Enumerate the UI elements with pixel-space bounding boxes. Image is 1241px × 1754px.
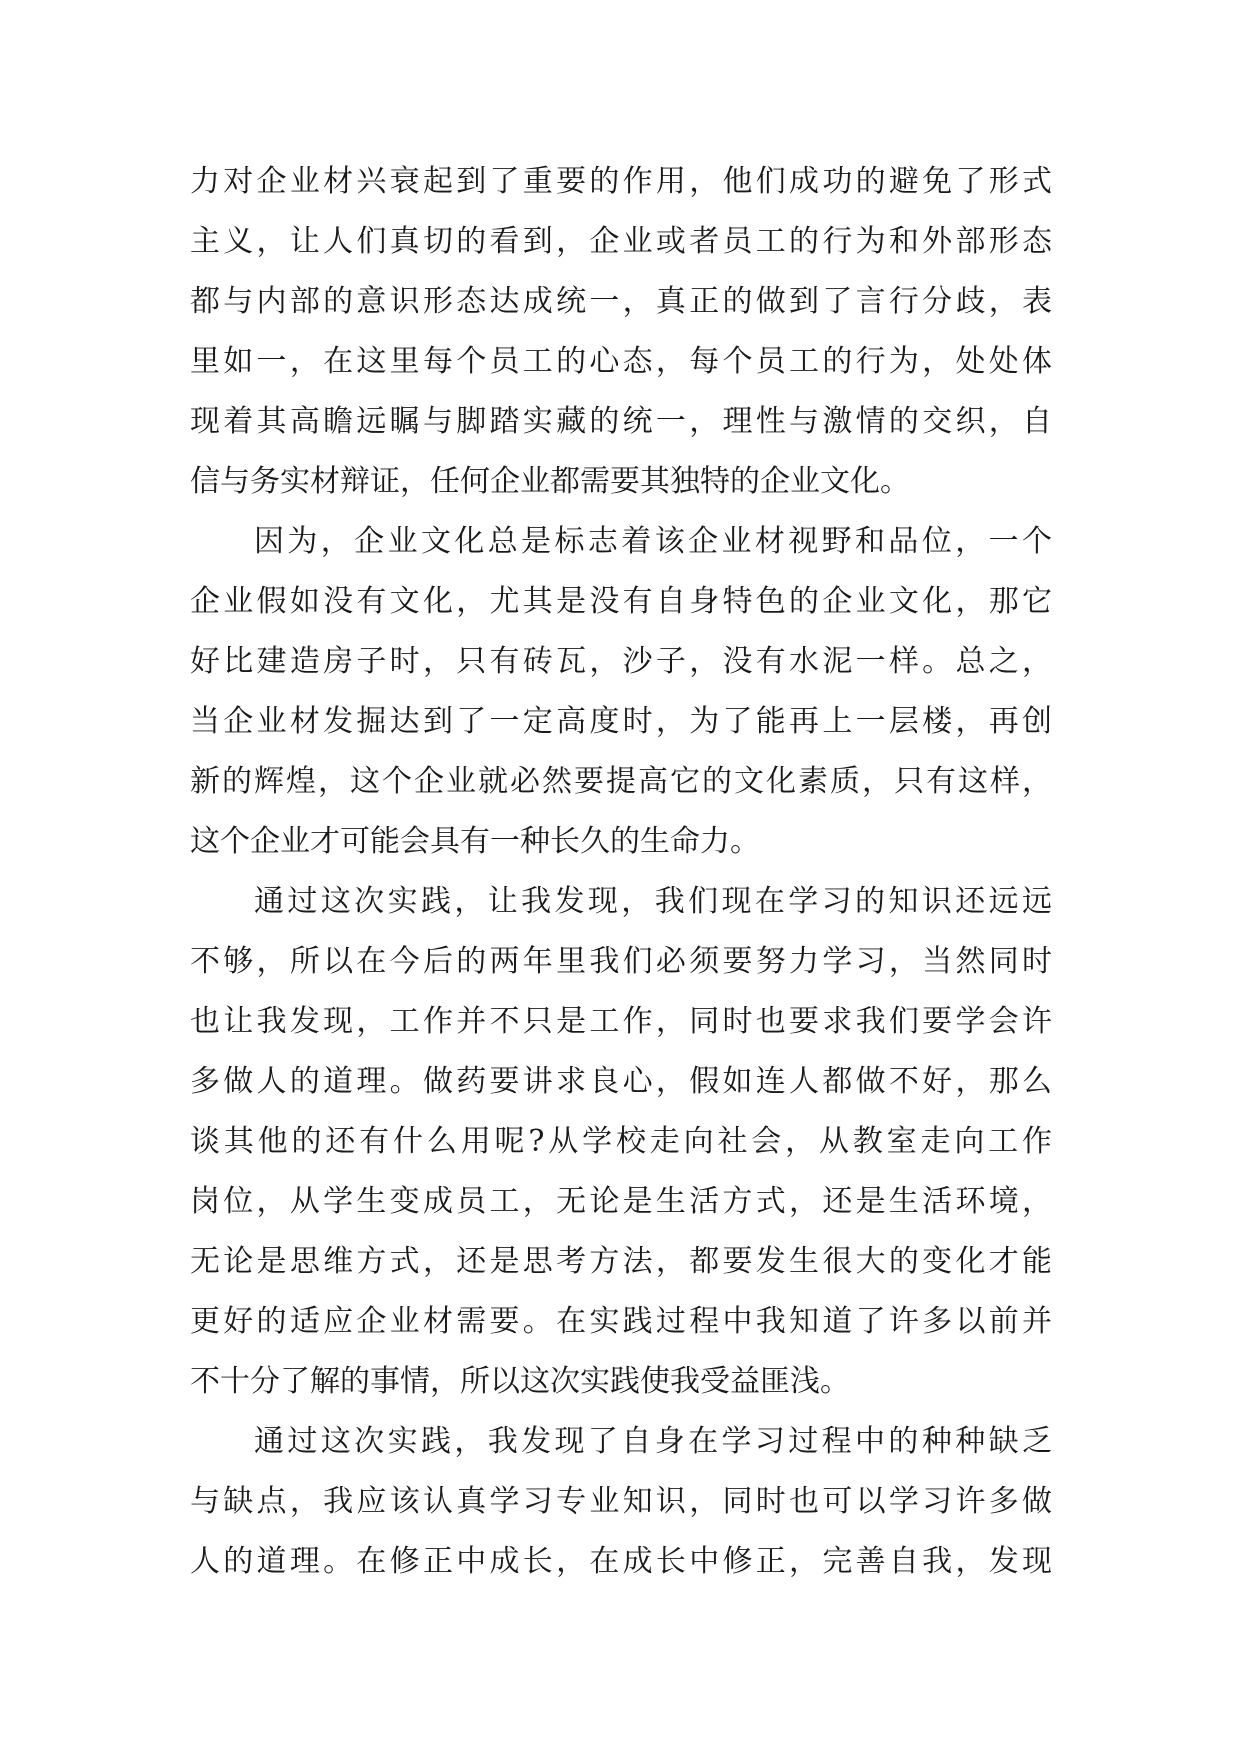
text-line: 都与内部的意识形态达成统一，真正的做到了言行分歧，表 xyxy=(190,284,1052,319)
paragraph-1 xyxy=(190,152,1052,512)
text-line: 因为，企业文化总是标志着该企业材视野和品位，一个 xyxy=(254,524,1052,559)
text-line: 多做人的道理。做药要讲求良心，假如连人都做不好，那么 xyxy=(190,1064,1052,1099)
text-line: 也让我发现，工作并不只是工作，同时也要求我们要学会许 xyxy=(190,1004,1052,1039)
text-line: 人的道理。在修正中成长，在成长中修正，完善自我，发现 xyxy=(190,1544,1052,1579)
paragraph-2 xyxy=(190,512,1052,872)
document-body xyxy=(190,152,1052,1592)
text-line: 与缺点，我应该认真学习专业知识，同时也可以学习许多做 xyxy=(190,1484,1052,1519)
text-line: 通过这次实践，我发现了自身在学习过程中的种种缺乏 xyxy=(254,1424,1052,1459)
text-line: 企业假如没有文化，尤其是没有自身特色的企业文化，那它 xyxy=(190,584,1052,619)
text-line: 更好的适应企业材需要。在实践过程中我知道了许多以前并 xyxy=(190,1304,1052,1339)
text-line: 谈其他的还有什么用呢?从学校走向社会，从教室走向工作 xyxy=(190,1124,1052,1159)
text-line: 不十分了解的事情，所以这次实践使我受益匪浅。 xyxy=(190,1364,850,1399)
paragraph-4 xyxy=(190,1412,1052,1592)
text-line: 岗位，从学生变成员工，无论是生活方式，还是生活环境， xyxy=(190,1184,1052,1219)
text-line: 不够，所以在今后的两年里我们必须要努力学习，当然同时 xyxy=(190,944,1052,979)
text-line: 力对企业材兴衰起到了重要的作用，他们成功的避免了形式 xyxy=(190,164,1052,199)
text-line: 现着其高瞻远瞩与脚踏实藏的统一，理性与激情的交织，自 xyxy=(190,404,1052,439)
text-line: 通过这次实践，让我发现，我们现在学习的知识还远远 xyxy=(254,884,1052,919)
text-line: 主义，让人们真切的看到，企业或者员工的行为和外部形态 xyxy=(190,224,1052,259)
text-line: 当企业材发掘达到了一定高度时，为了能再上一层楼，再创 xyxy=(190,704,1052,739)
text-line: 新的辉煌，这个企业就必然要提高它的文化素质，只有这样， xyxy=(190,764,1052,799)
paragraph-3 xyxy=(190,872,1052,1412)
text-line: 里如一，在这里每个员工的心态，每个员工的行为，处处体 xyxy=(190,344,1052,379)
text-line: 无论是思维方式，还是思考方法，都要发生很大的变化才能 xyxy=(190,1244,1052,1279)
text-line: 信与务实材辩证，任何企业都需要其独特的企业文化。 xyxy=(190,464,910,499)
text-line: 好比建造房子时，只有砖瓦，沙子，没有水泥一样。总之， xyxy=(190,644,1052,679)
text-line: 这个企业才可能会具有一种长久的生命力。 xyxy=(190,824,760,859)
